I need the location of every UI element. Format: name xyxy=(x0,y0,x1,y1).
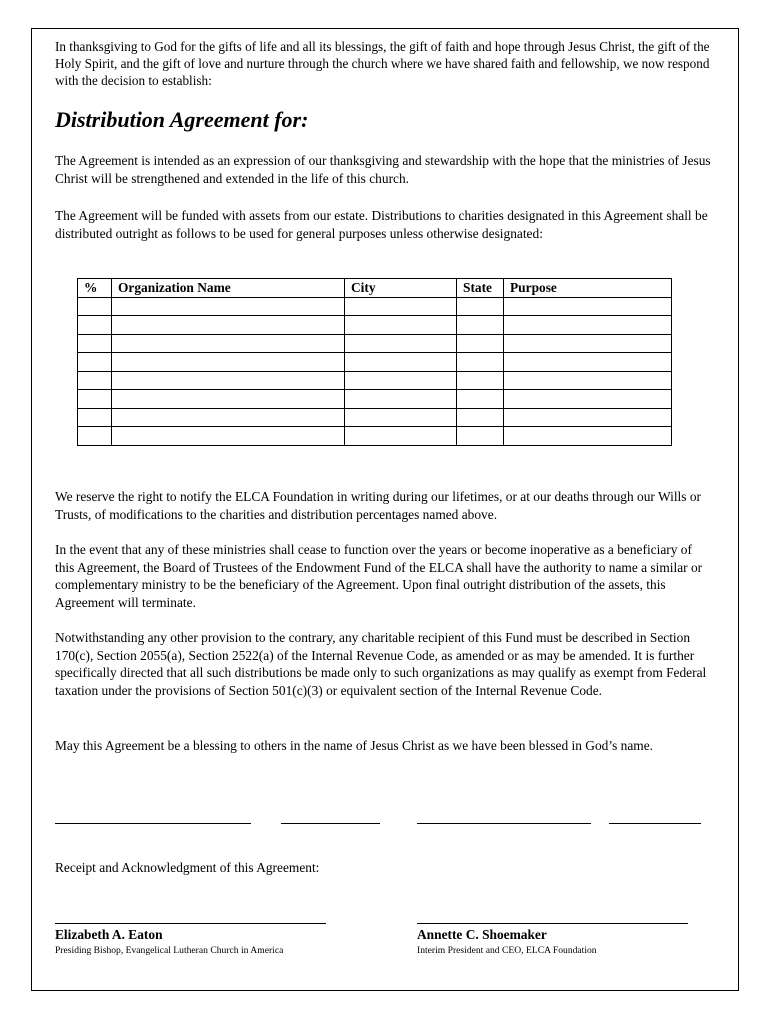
table-cell[interactable] xyxy=(112,316,345,335)
table-cell[interactable] xyxy=(504,334,672,353)
table-cell[interactable] xyxy=(112,334,345,353)
table-cell[interactable] xyxy=(345,353,457,372)
date-line-1[interactable] xyxy=(281,823,380,824)
table-cell[interactable] xyxy=(457,390,504,409)
table-row xyxy=(78,316,672,335)
table-header-row xyxy=(78,279,672,298)
table-cell[interactable] xyxy=(112,390,345,409)
table-cell[interactable] xyxy=(345,334,457,353)
officer-2-name: Annette C. Shoemaker xyxy=(417,927,547,942)
officer-signature-line-2[interactable] xyxy=(417,923,688,924)
table-cell[interactable] xyxy=(112,353,345,372)
distribution-table xyxy=(77,278,672,446)
officer-signature-line-1[interactable] xyxy=(55,923,326,924)
table-body xyxy=(78,297,672,445)
table-row xyxy=(78,408,672,427)
table-row xyxy=(78,427,672,446)
table-cell[interactable] xyxy=(112,297,345,316)
table-cell[interactable] xyxy=(78,408,112,427)
table-cell[interactable] xyxy=(504,427,672,446)
table-cell[interactable] xyxy=(345,427,457,446)
table-cell[interactable] xyxy=(78,353,112,372)
table-cell[interactable] xyxy=(504,297,672,316)
table-cell[interactable] xyxy=(504,390,672,409)
table-cell[interactable] xyxy=(457,353,504,372)
header-percent: % xyxy=(78,279,112,298)
table-cell[interactable] xyxy=(504,371,672,390)
table-cell[interactable] xyxy=(504,316,672,335)
table-cell[interactable] xyxy=(78,371,112,390)
table-cell[interactable] xyxy=(78,427,112,446)
header-state: State xyxy=(457,279,504,298)
receipt-heading: Receipt and Acknowledgment of this Agreement: xyxy=(55,860,320,875)
table-cell[interactable] xyxy=(345,371,457,390)
table-cell[interactable] xyxy=(345,390,457,409)
table-cell[interactable] xyxy=(112,427,345,446)
irs-provision-paragraph: Notwithstanding any other provision to the contrary, any charitable recipient of this Fund must be described in Section 170(c), Section 2055(a), Section 2522(a) of the Internal Revenue Code, as amended or as may be amended. It is further specifically directed that all such distributions be made only to such organizations as may qualify as exempt from Federal taxation under the provisions of Section 501(c)(3) or equivalent section of the Internal Revenue Code. xyxy=(55,630,707,698)
header-organization: Organization Name xyxy=(112,279,345,298)
table-cell[interactable] xyxy=(457,427,504,446)
table-cell[interactable] xyxy=(504,353,672,372)
officer-2-title: Interim President and CEO, ELCA Foundation xyxy=(417,945,597,956)
table-cell[interactable] xyxy=(345,408,457,427)
purpose-paragraph: The Agreement is intended as an expression of our thanksgiving and stewardship with the hope that the ministries of Jesus Christ will be strengthened and extended in the life of this church. xyxy=(55,153,711,186)
table-row xyxy=(78,390,672,409)
table-row xyxy=(78,297,672,316)
table-cell[interactable] xyxy=(457,371,504,390)
table-cell[interactable] xyxy=(78,297,112,316)
table-row xyxy=(78,353,672,372)
table-cell[interactable] xyxy=(457,408,504,427)
table-cell[interactable] xyxy=(504,408,672,427)
inoperative-paragraph: In the event that any of these ministries shall cease to function over the years or become inoperative as a beneficiary of this Agreement, the Board of Trustees of the Endowment Fund of the ELCA shall have the authority to name a similar or complementary ministry to be the beneficiary of the Agreement. Upon final outright distribution of the assets, this Agreement will terminate. xyxy=(55,542,703,610)
table-cell[interactable] xyxy=(457,334,504,353)
blessing-paragraph: May this Agreement be a blessing to others in the name of Jesus Christ as we have been blessed in God’s name. xyxy=(55,738,653,753)
signature-line-2[interactable] xyxy=(417,823,591,824)
signature-line-1[interactable] xyxy=(55,823,251,824)
officer-1-title: Presiding Bishop, Evangelical Lutheran Church in America xyxy=(55,945,284,956)
table-cell[interactable] xyxy=(457,316,504,335)
officer-1-name: Elizabeth A. Eaton xyxy=(55,927,163,942)
intro-paragraph: In thanksgiving to God for the gifts of life and all its blessings, the gift of faith and hope through Jesus Christ, the gift of the Holy Spirit, and the gift of love and nurture through the church where we have shared faith and fellowship, we now respond with the decision to establish: xyxy=(55,39,710,88)
table-cell[interactable] xyxy=(345,316,457,335)
table-cell[interactable] xyxy=(112,371,345,390)
header-city: City xyxy=(345,279,457,298)
funding-paragraph: The Agreement will be funded with assets from our estate. Distributions to charities designated in this Agreement shall be distributed outright as follows to be used for general purposes unless otherwise designated: xyxy=(55,208,708,241)
document-title: Distribution Agreement for: xyxy=(55,107,309,132)
table-cell[interactable] xyxy=(78,390,112,409)
table-row xyxy=(78,371,672,390)
date-line-2[interactable] xyxy=(609,823,701,824)
table-cell[interactable] xyxy=(78,334,112,353)
table-cell[interactable] xyxy=(345,297,457,316)
table-row xyxy=(78,334,672,353)
table-cell[interactable] xyxy=(457,297,504,316)
reserve-right-paragraph: We reserve the right to notify the ELCA Foundation in writing during our lifetimes, or at our deaths through our Wills or Trusts, of modifications to the charities and distribution percentages named above. xyxy=(55,489,701,522)
table-cell[interactable] xyxy=(78,316,112,335)
header-purpose: Purpose xyxy=(504,279,672,298)
table-cell[interactable] xyxy=(112,408,345,427)
